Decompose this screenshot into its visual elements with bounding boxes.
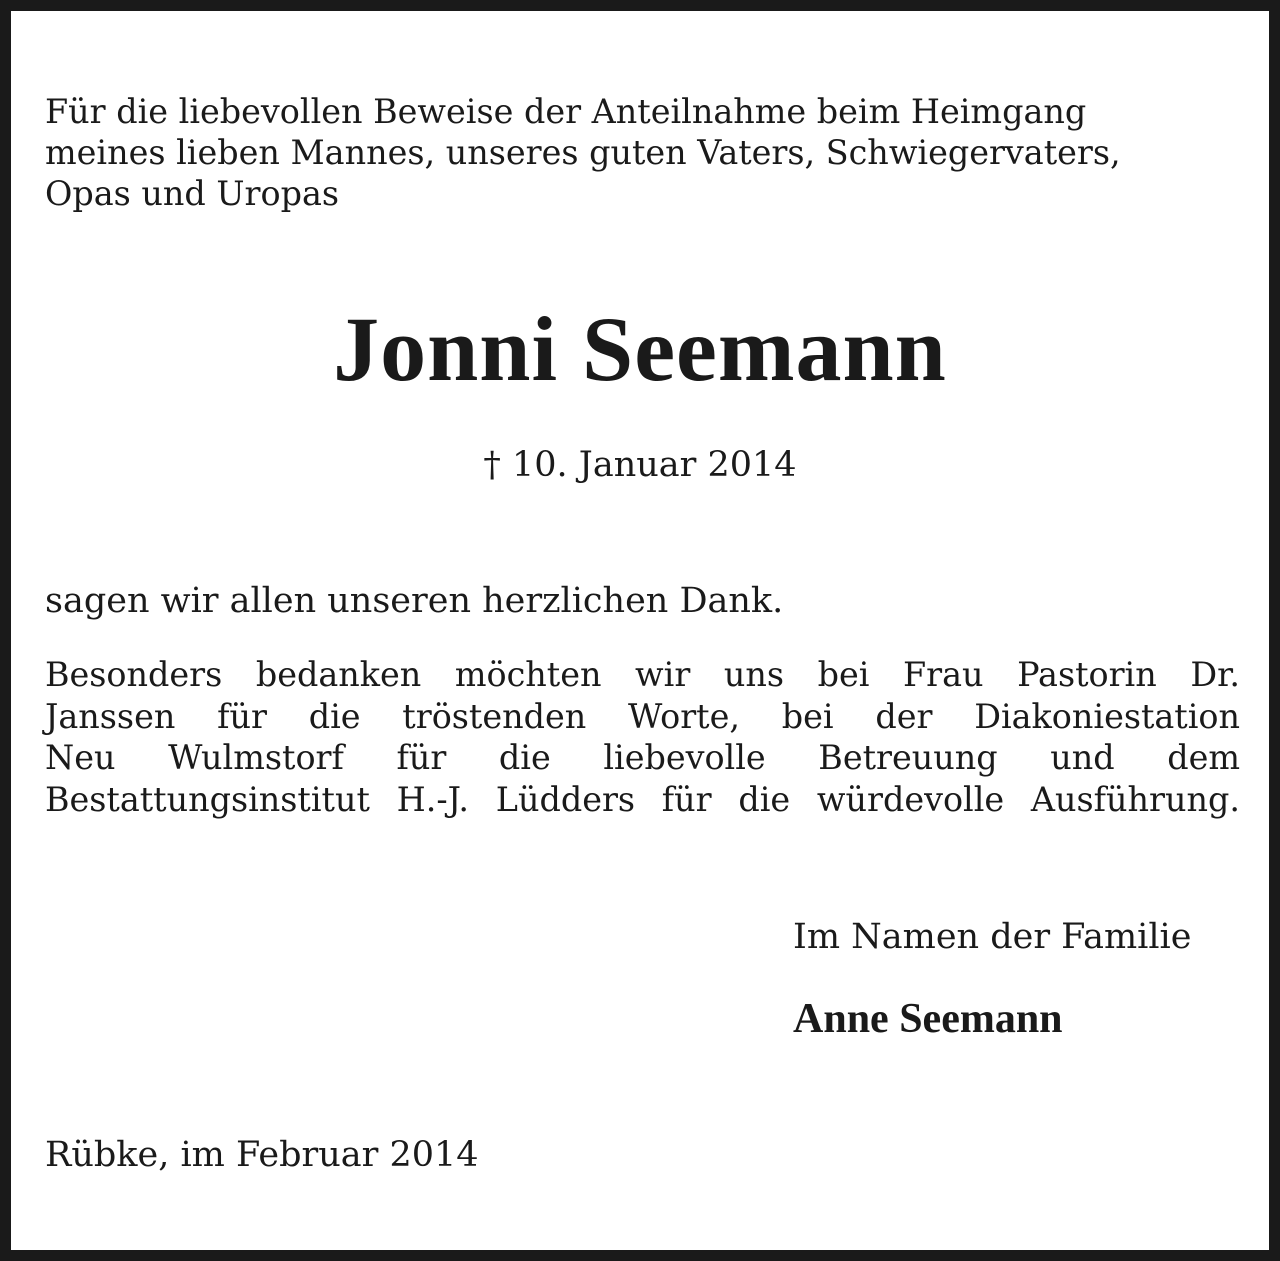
- intro-line: Für die liebevollen Beweise der Anteilnahme beim Heimgang: [45, 92, 1087, 131]
- special-thanks-line: Janssen für die tröstenden Worte, bei der Diakoniestation: [45, 696, 1240, 736]
- place-date: Rübke, im Februar 2014: [45, 1135, 479, 1175]
- intro-line: Opas und Uropas: [45, 174, 340, 213]
- family-label: Im Namen der Familie: [793, 917, 1192, 957]
- special-thanks-paragraph: [45, 654, 1240, 820]
- thanks-text: sagen wir allen unseren herzlichen Dank.: [45, 581, 784, 621]
- special-thanks-line: Besonders bedanken möchten wir uns bei Frau Pastorin Dr.: [45, 655, 1240, 694]
- special-thanks-line: Bestattungsinstitut H.-J. Lüdders für die würdevolle Ausführung.: [45, 779, 1240, 819]
- intro-text: [45, 91, 1240, 214]
- intro-line: meines lieben Mannes, unseres guten Vaters, Schwiegervaters,: [45, 133, 1121, 172]
- death-date: † 10. Januar 2014: [483, 445, 797, 485]
- signature-name: Anne Seemann: [793, 996, 1063, 1042]
- deceased-name: Jonni Seemann: [333, 298, 947, 400]
- special-thanks-line: Neu Wulmstorf für die liebevolle Betreuung und dem: [45, 738, 1240, 777]
